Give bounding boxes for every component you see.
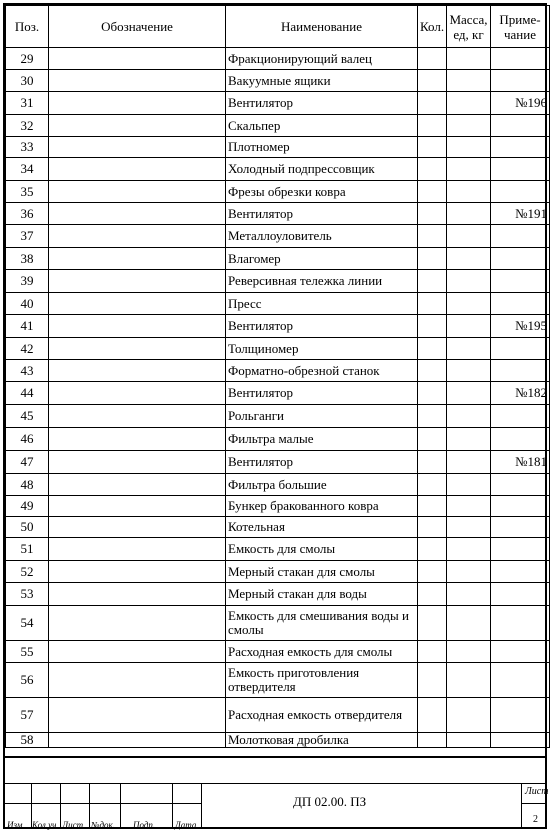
cell-name: Молотковая дробилка xyxy=(226,733,418,748)
cell-note xyxy=(491,225,550,248)
cell-note: №191 xyxy=(491,203,550,225)
cell-name: Форматно-обрезной станок xyxy=(226,360,418,382)
cell-qty xyxy=(418,248,447,270)
cell-note xyxy=(491,338,550,360)
cell-qty xyxy=(418,315,447,338)
cell-name: Котельная xyxy=(226,517,418,538)
cell-designation xyxy=(49,158,226,181)
header-pos: Поз. xyxy=(6,6,49,48)
cell-designation xyxy=(49,270,226,293)
cell-designation xyxy=(49,137,226,158)
cell-qty xyxy=(418,698,447,733)
cell-pos: 41 xyxy=(6,315,49,338)
table-row xyxy=(6,382,550,405)
cell-mass xyxy=(447,203,491,225)
cell-name: Емкость для смешивания воды и смолы xyxy=(226,606,418,641)
cell-qty xyxy=(418,181,447,203)
cell-designation xyxy=(49,641,226,663)
cell-mass xyxy=(447,538,491,561)
cell-designation xyxy=(49,338,226,360)
cell-note xyxy=(491,428,550,451)
cell-note xyxy=(491,405,550,428)
cell-note: №182 xyxy=(491,382,550,405)
cell-name: Реверсивная тележка линии xyxy=(226,270,418,293)
cell-designation xyxy=(49,405,226,428)
cell-qty xyxy=(418,561,447,583)
cell-pos: 30 xyxy=(6,70,49,92)
cell-name: Фракционирующий валец xyxy=(226,48,418,70)
cell-qty xyxy=(418,474,447,496)
cell-pos: 46 xyxy=(6,428,49,451)
cell-pos: 51 xyxy=(6,538,49,561)
cell-mass xyxy=(447,583,491,606)
cell-designation xyxy=(49,496,226,517)
cell-pos: 33 xyxy=(6,137,49,158)
header-name: Наименование xyxy=(226,6,418,48)
cell-name: Вентилятор xyxy=(226,203,418,225)
cell-name: Расходная емкость для смолы xyxy=(226,641,418,663)
cell-pos: 37 xyxy=(6,225,49,248)
cell-mass xyxy=(447,158,491,181)
cell-pos: 43 xyxy=(6,360,49,382)
cell-mass xyxy=(447,315,491,338)
cell-note xyxy=(491,561,550,583)
cell-name: Фильтра большие xyxy=(226,474,418,496)
cell-qty xyxy=(418,583,447,606)
cell-note xyxy=(491,270,550,293)
cell-qty xyxy=(418,338,447,360)
cell-qty xyxy=(418,663,447,698)
cell-qty xyxy=(418,137,447,158)
cell-name: Мерный стакан для смолы xyxy=(226,561,418,583)
drawing-sheet xyxy=(3,3,547,829)
cell-mass xyxy=(447,360,491,382)
cell-pos: 52 xyxy=(6,561,49,583)
header-qty: Кол. xyxy=(418,6,447,48)
cell-designation xyxy=(49,360,226,382)
cell-name: Вентилятор xyxy=(226,315,418,338)
cell-note xyxy=(491,496,550,517)
cell-mass xyxy=(447,451,491,474)
table-row xyxy=(6,203,550,225)
cell-note xyxy=(491,70,550,92)
table-row xyxy=(6,517,550,538)
table-row xyxy=(6,360,550,382)
stamp-ndok: №док. xyxy=(91,820,115,830)
cell-mass xyxy=(447,293,491,315)
cell-name: Металлоуловитель xyxy=(226,225,418,248)
header-mass: Масса, ед, кг xyxy=(447,6,491,48)
cell-note xyxy=(491,606,550,641)
cell-pos: 32 xyxy=(6,115,49,137)
cell-qty xyxy=(418,92,447,115)
cell-qty xyxy=(418,405,447,428)
cell-qty xyxy=(418,270,447,293)
cell-mass xyxy=(447,733,491,748)
sheet-number: 2 xyxy=(533,814,538,825)
cell-pos: 53 xyxy=(6,583,49,606)
stamp-list: Лист xyxy=(62,820,84,830)
cell-designation xyxy=(49,181,226,203)
cell-note xyxy=(491,115,550,137)
table-row xyxy=(6,158,550,181)
cell-pos: 54 xyxy=(6,606,49,641)
cell-pos: 49 xyxy=(6,496,49,517)
cell-qty xyxy=(418,382,447,405)
cell-mass xyxy=(447,225,491,248)
cell-pos: 50 xyxy=(6,517,49,538)
cell-designation xyxy=(49,225,226,248)
table-row xyxy=(6,428,550,451)
cell-designation xyxy=(49,517,226,538)
cell-pos: 48 xyxy=(6,474,49,496)
cell-name: Плотномер xyxy=(226,137,418,158)
cell-qty xyxy=(418,428,447,451)
cell-name: Фрезы обрезки ковра xyxy=(226,181,418,203)
cell-mass xyxy=(447,698,491,733)
cell-qty xyxy=(418,733,447,748)
cell-pos: 47 xyxy=(6,451,49,474)
cell-note xyxy=(491,733,550,748)
cell-pos: 31 xyxy=(6,92,49,115)
table-row xyxy=(6,70,550,92)
cell-note xyxy=(491,663,550,698)
table-body xyxy=(6,48,550,748)
cell-name: Толщиномер xyxy=(226,338,418,360)
cell-note: №195 xyxy=(491,315,550,338)
cell-note xyxy=(491,181,550,203)
cell-mass xyxy=(447,428,491,451)
cell-note xyxy=(491,158,550,181)
table-row xyxy=(6,561,550,583)
cell-pos: 40 xyxy=(6,293,49,315)
cell-name: Влагомер xyxy=(226,248,418,270)
cell-qty xyxy=(418,451,447,474)
stamp-kol-uch: Кол.уч xyxy=(32,820,57,830)
cell-designation xyxy=(49,293,226,315)
cell-qty xyxy=(418,48,447,70)
cell-mass xyxy=(447,663,491,698)
cell-qty xyxy=(418,158,447,181)
cell-pos: 36 xyxy=(6,203,49,225)
cell-mass xyxy=(447,496,491,517)
table-row xyxy=(6,48,550,70)
cell-designation xyxy=(49,48,226,70)
table-row xyxy=(6,315,550,338)
cell-note xyxy=(491,248,550,270)
cell-name: Бункер бракованного ковра xyxy=(226,496,418,517)
cell-mass xyxy=(447,561,491,583)
cell-mass xyxy=(447,517,491,538)
cell-pos: 45 xyxy=(6,405,49,428)
cell-designation xyxy=(49,92,226,115)
document-code: ДП 02.00. ПЗ xyxy=(293,794,367,809)
cell-note xyxy=(491,48,550,70)
cell-name: Емкость приготовления отвердителя xyxy=(226,663,418,698)
cell-pos: 29 xyxy=(6,48,49,70)
cell-name: Вакуумные ящики xyxy=(226,70,418,92)
table-row xyxy=(6,137,550,158)
specification-table xyxy=(5,5,550,748)
cell-mass xyxy=(447,474,491,496)
cell-pos: 34 xyxy=(6,158,49,181)
cell-pos: 35 xyxy=(6,181,49,203)
table-row xyxy=(6,451,550,474)
cell-mass xyxy=(447,641,491,663)
cell-designation xyxy=(49,70,226,92)
cell-qty xyxy=(418,225,447,248)
cell-qty xyxy=(418,641,447,663)
cell-mass xyxy=(447,405,491,428)
cell-qty xyxy=(418,70,447,92)
stamp-izm: Изм xyxy=(7,820,23,830)
cell-name: Расходная емкость отвердителя xyxy=(226,698,418,733)
table-row xyxy=(6,270,550,293)
cell-designation xyxy=(49,315,226,338)
cell-mass xyxy=(447,606,491,641)
table-row xyxy=(6,293,550,315)
table-row xyxy=(6,338,550,360)
cell-designation xyxy=(49,115,226,137)
sheet-label: Лист xyxy=(525,786,549,797)
cell-name: Пресс xyxy=(226,293,418,315)
table-row xyxy=(6,733,550,748)
cell-name: Вентилятор xyxy=(226,382,418,405)
table-row xyxy=(6,496,550,517)
cell-designation xyxy=(49,474,226,496)
cell-note: №181 xyxy=(491,451,550,474)
cell-qty xyxy=(418,293,447,315)
cell-designation xyxy=(49,428,226,451)
cell-pos: 44 xyxy=(6,382,49,405)
table-row xyxy=(6,698,550,733)
cell-designation xyxy=(49,698,226,733)
table-row xyxy=(6,181,550,203)
cell-note xyxy=(491,517,550,538)
header-designation: Обозначение xyxy=(49,6,226,48)
title-block xyxy=(3,756,547,829)
header-note: Приме-чание xyxy=(491,6,550,48)
cell-mass xyxy=(447,270,491,293)
cell-pos: 57 xyxy=(6,698,49,733)
cell-designation xyxy=(49,663,226,698)
cell-note xyxy=(491,474,550,496)
table-row xyxy=(6,115,550,137)
cell-note xyxy=(491,538,550,561)
cell-pos: 58 xyxy=(6,733,49,748)
cell-pos: 56 xyxy=(6,663,49,698)
table-row xyxy=(6,583,550,606)
cell-note: №196 xyxy=(491,92,550,115)
table-row xyxy=(6,641,550,663)
cell-qty xyxy=(418,360,447,382)
cell-name: Вентилятор xyxy=(226,451,418,474)
table-row xyxy=(6,225,550,248)
cell-note xyxy=(491,698,550,733)
cell-name: Рольганги xyxy=(226,405,418,428)
table-row xyxy=(6,538,550,561)
cell-note xyxy=(491,641,550,663)
cell-name: Мерный стакан для воды xyxy=(226,583,418,606)
cell-mass xyxy=(447,48,491,70)
cell-qty xyxy=(418,115,447,137)
cell-designation xyxy=(49,382,226,405)
stamp-data: Дата xyxy=(175,820,197,830)
cell-mass xyxy=(447,92,491,115)
cell-qty xyxy=(418,496,447,517)
cell-name: Емкость для смолы xyxy=(226,538,418,561)
cell-mass xyxy=(447,70,491,92)
cell-note xyxy=(491,583,550,606)
cell-name: Холодный подпрессовщик xyxy=(226,158,418,181)
cell-pos: 55 xyxy=(6,641,49,663)
cell-mass xyxy=(447,248,491,270)
cell-mass xyxy=(447,115,491,137)
cell-designation xyxy=(49,733,226,748)
cell-mass xyxy=(447,181,491,203)
table-row xyxy=(6,663,550,698)
cell-pos: 38 xyxy=(6,248,49,270)
cell-designation xyxy=(49,538,226,561)
cell-designation xyxy=(49,583,226,606)
cell-name: Скальпер xyxy=(226,115,418,137)
cell-qty xyxy=(418,517,447,538)
cell-mass xyxy=(447,137,491,158)
cell-designation xyxy=(49,451,226,474)
table-row xyxy=(6,405,550,428)
cell-pos: 39 xyxy=(6,270,49,293)
cell-qty xyxy=(418,606,447,641)
cell-mass xyxy=(447,382,491,405)
cell-designation xyxy=(49,203,226,225)
stamp-podp: Подп. xyxy=(133,820,156,830)
cell-qty xyxy=(418,538,447,561)
cell-qty xyxy=(418,203,447,225)
cell-pos: 42 xyxy=(6,338,49,360)
cell-note xyxy=(491,137,550,158)
table-header-row xyxy=(6,6,550,48)
cell-designation xyxy=(49,561,226,583)
cell-name: Фильтра малые xyxy=(226,428,418,451)
cell-note xyxy=(491,293,550,315)
cell-designation xyxy=(49,606,226,641)
cell-name: Вентилятор xyxy=(226,92,418,115)
table-row xyxy=(6,248,550,270)
table-row xyxy=(6,474,550,496)
cell-designation xyxy=(49,248,226,270)
table-row xyxy=(6,92,550,115)
cell-note xyxy=(491,360,550,382)
cell-mass xyxy=(447,338,491,360)
table-row xyxy=(6,606,550,641)
